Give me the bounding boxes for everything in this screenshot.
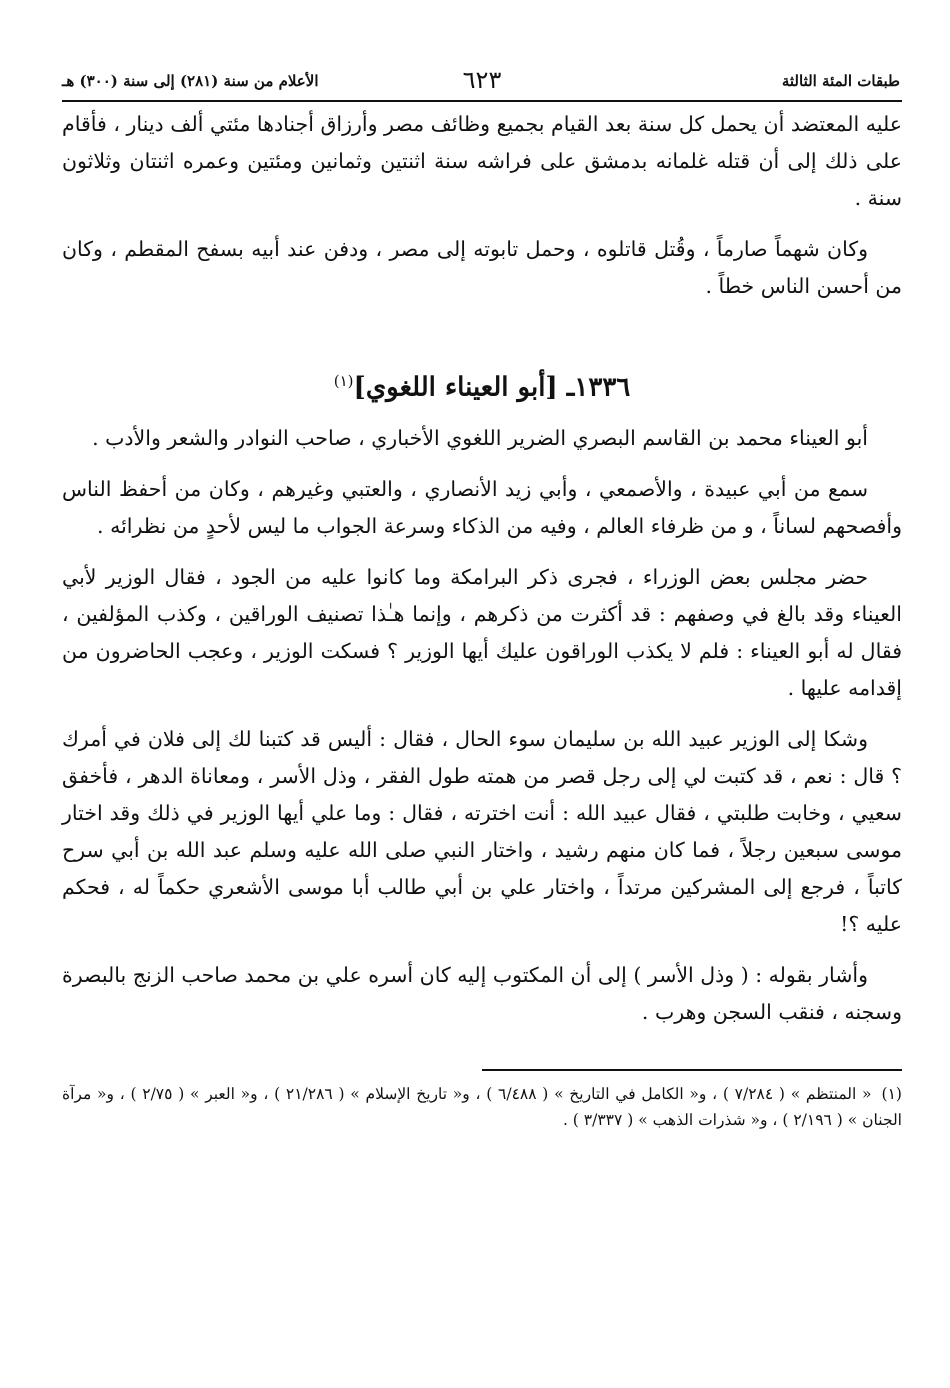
main-text	[62, 106, 902, 1031]
paragraph: حضر مجلس بعض الوزراء ، فجرى ذكر البرامكة وما كانوا عليه من الجود ، فقال الوزير لأبي العيناء وقد بالغ في وصفهم : قد أكثرت من ذكرهم ، وإنما هـٰذا تصنيف الوراقين ، وكذب المؤلفين ، فقال له أبو العيناء : فلم لا يكذب الوراقون عليك أيها الوزير ؟ فسكت الوزير ، وعجب الحاضرون من إقدامه عليها .	[62, 564, 902, 700]
entry-heading	[62, 361, 902, 408]
book-page	[62, 60, 902, 1133]
footnote-divider	[482, 1069, 902, 1071]
footnote-mark: (١)	[881, 1084, 902, 1103]
page-number: ٦٢٣	[462, 66, 502, 94]
paragraph: وشكا إلى الوزير عبيد الله بن سليمان سوء الحال ، فقال : أليس قد كتبنا لك إلى فلان في أمرك ؟ قال : نعم ، قد كتبت لي إلى رجل قصر من همته طول الفقر ، وذل الأسر ، ومعاناة الدهر ، فأخفق سعيي ، وخابت طلبتي ، فقال عبيد الله : أنت اخترته ، فقال : وما علي أيها الوزير في ذلك وقد اختار موسى سبعين رجلاً ، فما كان منهم رشيد ، واختار النبي صلى الله عليه وسلم عبد الله بن أبي سرح كاتباً ، فرجع إلى المشركين مرتداً ، واختار علي بن أبي طالب أبا موسى الأشعري حكماً له ، فحكم عليه ؟!	[62, 726, 902, 936]
footnote-reference: (١)	[333, 372, 354, 390]
footnote	[62, 1081, 902, 1133]
running-header	[62, 60, 902, 102]
paragraph: وكان شهماً صارماً ، وقُتل قاتلوه ، وحمل تابوته إلى مصر ، ودفن عند أبيه بسفح المقطم ، وكان من أحسن الناس خطاً .	[62, 237, 902, 298]
paragraph: وأشار بقوله : ( وذل الأسر ) إلى أن المكتوب إليه كان أسره علي بن محمد صاحب الزنج بالبصرة وسجنه ، فنقب السجن وهرب .	[62, 962, 902, 1024]
paragraph: أبو العيناء محمد بن القاسم البصري الضرير اللغوي الأخباري ، صاحب النوادر والشعر والأدب .	[92, 425, 868, 450]
footnotes	[62, 1081, 902, 1133]
entry-title: ١٣٣٦ـ [أبو العيناء اللغوي]	[353, 372, 631, 403]
volume-range: الأعلام من سنة (٢٨١) إلى سنة (٣٠٠) هـ	[62, 72, 319, 90]
section-title: طبقات المئة الثالثة	[781, 72, 900, 90]
paragraph-continued: عليه المعتضد أن يحمل كل سنة بعد القيام بجميع وظائف مصر وأرزاق أجنادها مئتي ألف دينار ، فأقام على ذلك إلى أن قتله غلمانه بدمشق على فراشه سنة اثنتين وثمانين ومئتين وعمره اثنتان وثلاثون سنة .	[62, 112, 902, 210]
footnote-text: « المنتظم » ( ٧/٢٨٤ ) ، و« الكامل في التاريخ » ( ٦/٤٨٨ ) ، و« تاريخ الإسلام » ( ٢١/٢٨٦ ) ، و« العبر » ( ٢/٧٥ ) ، و« مرآة الجنان » ( ٢/١٩٦ ) ، و« شذرات الذهب » ( ٣/٣٣٧ ) .	[62, 1084, 902, 1129]
paragraph: سمع من أبي عبيدة ، والأصمعي ، وأبي زيد الأنصاري ، والعتبي وغيرهم ، وكان من أحفظ الناس وأفصحهم لساناً ، و من ظرفاء العالم ، وفيه من الذكاء وسرعة الجواب ما ليس لأحدٍ من نظرائه .	[62, 476, 902, 538]
